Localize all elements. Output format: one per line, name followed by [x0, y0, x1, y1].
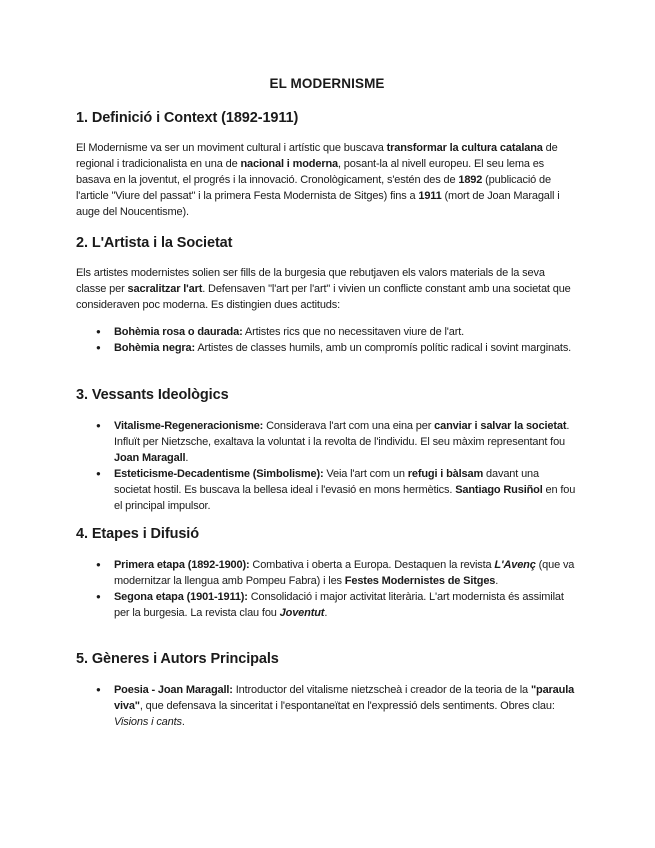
- section-heading-generes: 5. Gèneres i Autors Principals: [76, 651, 279, 667]
- list-item: [76, 340, 576, 356]
- bold-italic-run: Joventut: [279, 607, 325, 619]
- bold-run: Bohèmia rosa o daurada:: [114, 326, 243, 338]
- bold-run: Esteticisme-Decadentisme (Simbolisme):: [114, 468, 324, 480]
- text-run: Consolidació i major activitat literària. L'art modernista és assimilat per la burgesia. La revista clau fou: [114, 591, 564, 619]
- text-run: Artistes rics que no necessitaven viure de l'art.: [242, 326, 465, 338]
- bold-run: Primera etapa (1892-1900):: [114, 559, 250, 571]
- bold-run: transformar la cultura catalana: [386, 142, 543, 154]
- bullet-list-vessants: [76, 418, 578, 514]
- text-run: .: [495, 575, 499, 587]
- bold-run: 1911: [418, 190, 442, 202]
- text-run: (mort de Joan Maragall i auge del Noucentisme).: [76, 190, 560, 218]
- bold-run: Joan Maragall: [114, 452, 186, 464]
- text-run: (que va modernitzar la llengua amb Pompeu Fabra) i les: [114, 559, 575, 587]
- text-run: Els artistes modernistes solien ser fills de la burgesia que rebutjaven els valors materials de la seva classe per: [76, 267, 545, 295]
- text-run: Artistes de classes humils, amb un compromís polític radical i sovint marginats.: [195, 342, 572, 354]
- section-heading-vessants: 3. Vessants Ideològics: [76, 387, 229, 403]
- list-item: [76, 324, 576, 340]
- text-run: . Influït per Nietzsche, exaltava la voluntat i la revolta de l'individu. El seu màxim representant fou: [114, 420, 570, 448]
- section-heading-etapes: 4. Etapes i Difusió: [76, 526, 199, 542]
- text-run: El Modernisme va ser un moviment cultural i artístic que buscava: [76, 142, 387, 154]
- list-item: [76, 682, 576, 730]
- bold-run: Santiago Rusiñol: [455, 484, 543, 496]
- text-run: Veia l'art com un: [323, 468, 408, 480]
- list-item: [76, 557, 576, 589]
- bold-run: nacional i moderna: [240, 158, 338, 170]
- text-run: en fou el principal impulsor.: [114, 484, 576, 512]
- section-heading-definicio: 1. Definició i Context (1892-1911): [76, 110, 299, 126]
- bold-run: canviar i salvar la societat: [434, 420, 567, 432]
- bold-run: 1892: [458, 174, 483, 186]
- bullet-list-generes: [76, 682, 578, 730]
- paragraph-definicio: [76, 140, 572, 220]
- text-run: , posant-la al nivell europeu. El seu lema es basava en la joventut, el progrés i la innovació. Cronològicament, s'estén des de: [76, 158, 545, 186]
- list-item: [76, 418, 576, 466]
- section-heading-artista: 2. L'Artista i la Societat: [76, 235, 233, 251]
- italic-run: Visions i cants: [114, 716, 182, 728]
- text-run: Introductor del vitalisme nietzscheà i creador de la teoria de la: [232, 684, 531, 696]
- text-run: (publicació de l'article "Viure del passat" i la primera Festa Modernista de Sitges) fins a: [76, 174, 551, 202]
- bold-run: Bohèmia negra:: [114, 342, 196, 354]
- text-run: .: [185, 452, 189, 464]
- bullet-list-etapes: [76, 557, 578, 621]
- text-run: Combativa i oberta a Europa. Destaquen la revista: [249, 559, 495, 571]
- bold-run: Festes Modernistes de Sitges: [344, 575, 496, 587]
- bullet-list-bohemia: [76, 324, 578, 356]
- text-run: .: [324, 607, 328, 619]
- bold-italic-run: L'Avenç: [494, 559, 536, 571]
- text-run: , que defensava la sinceritat i l'espontaneïtat en l'expressió dels sentiments. Obres clau:: [139, 700, 555, 712]
- list-item: [76, 589, 576, 621]
- paragraph-artista: [76, 265, 572, 313]
- bold-run: sacralitzar l'art: [127, 283, 203, 295]
- document-title: EL MODERNISME: [269, 76, 385, 91]
- text-run: davant una societat hostil. Es buscava la bellesa ideal i l'evasió en mons hermètics.: [114, 468, 539, 496]
- bold-run: Poesia - Joan Maragall:: [114, 684, 233, 696]
- text-run: de regional i tradicionalista en una de: [76, 142, 558, 170]
- bold-run: refugi i bàlsam: [407, 468, 484, 480]
- bold-run: Segona etapa (1901-1911):: [114, 591, 248, 603]
- text-run: . Defensaven "l'art per l'art" i vivien un conflicte constant amb una societat que consideraven poc moderna. Es distingien dues actituds:: [76, 283, 571, 311]
- bold-run: "paraula viva": [114, 684, 575, 712]
- text-run: .: [181, 716, 185, 728]
- list-item: [76, 466, 576, 514]
- bold-run: Vitalisme-Regeneracionisme:: [114, 420, 264, 432]
- text-run: Considerava l'art com una eina per: [263, 420, 435, 432]
